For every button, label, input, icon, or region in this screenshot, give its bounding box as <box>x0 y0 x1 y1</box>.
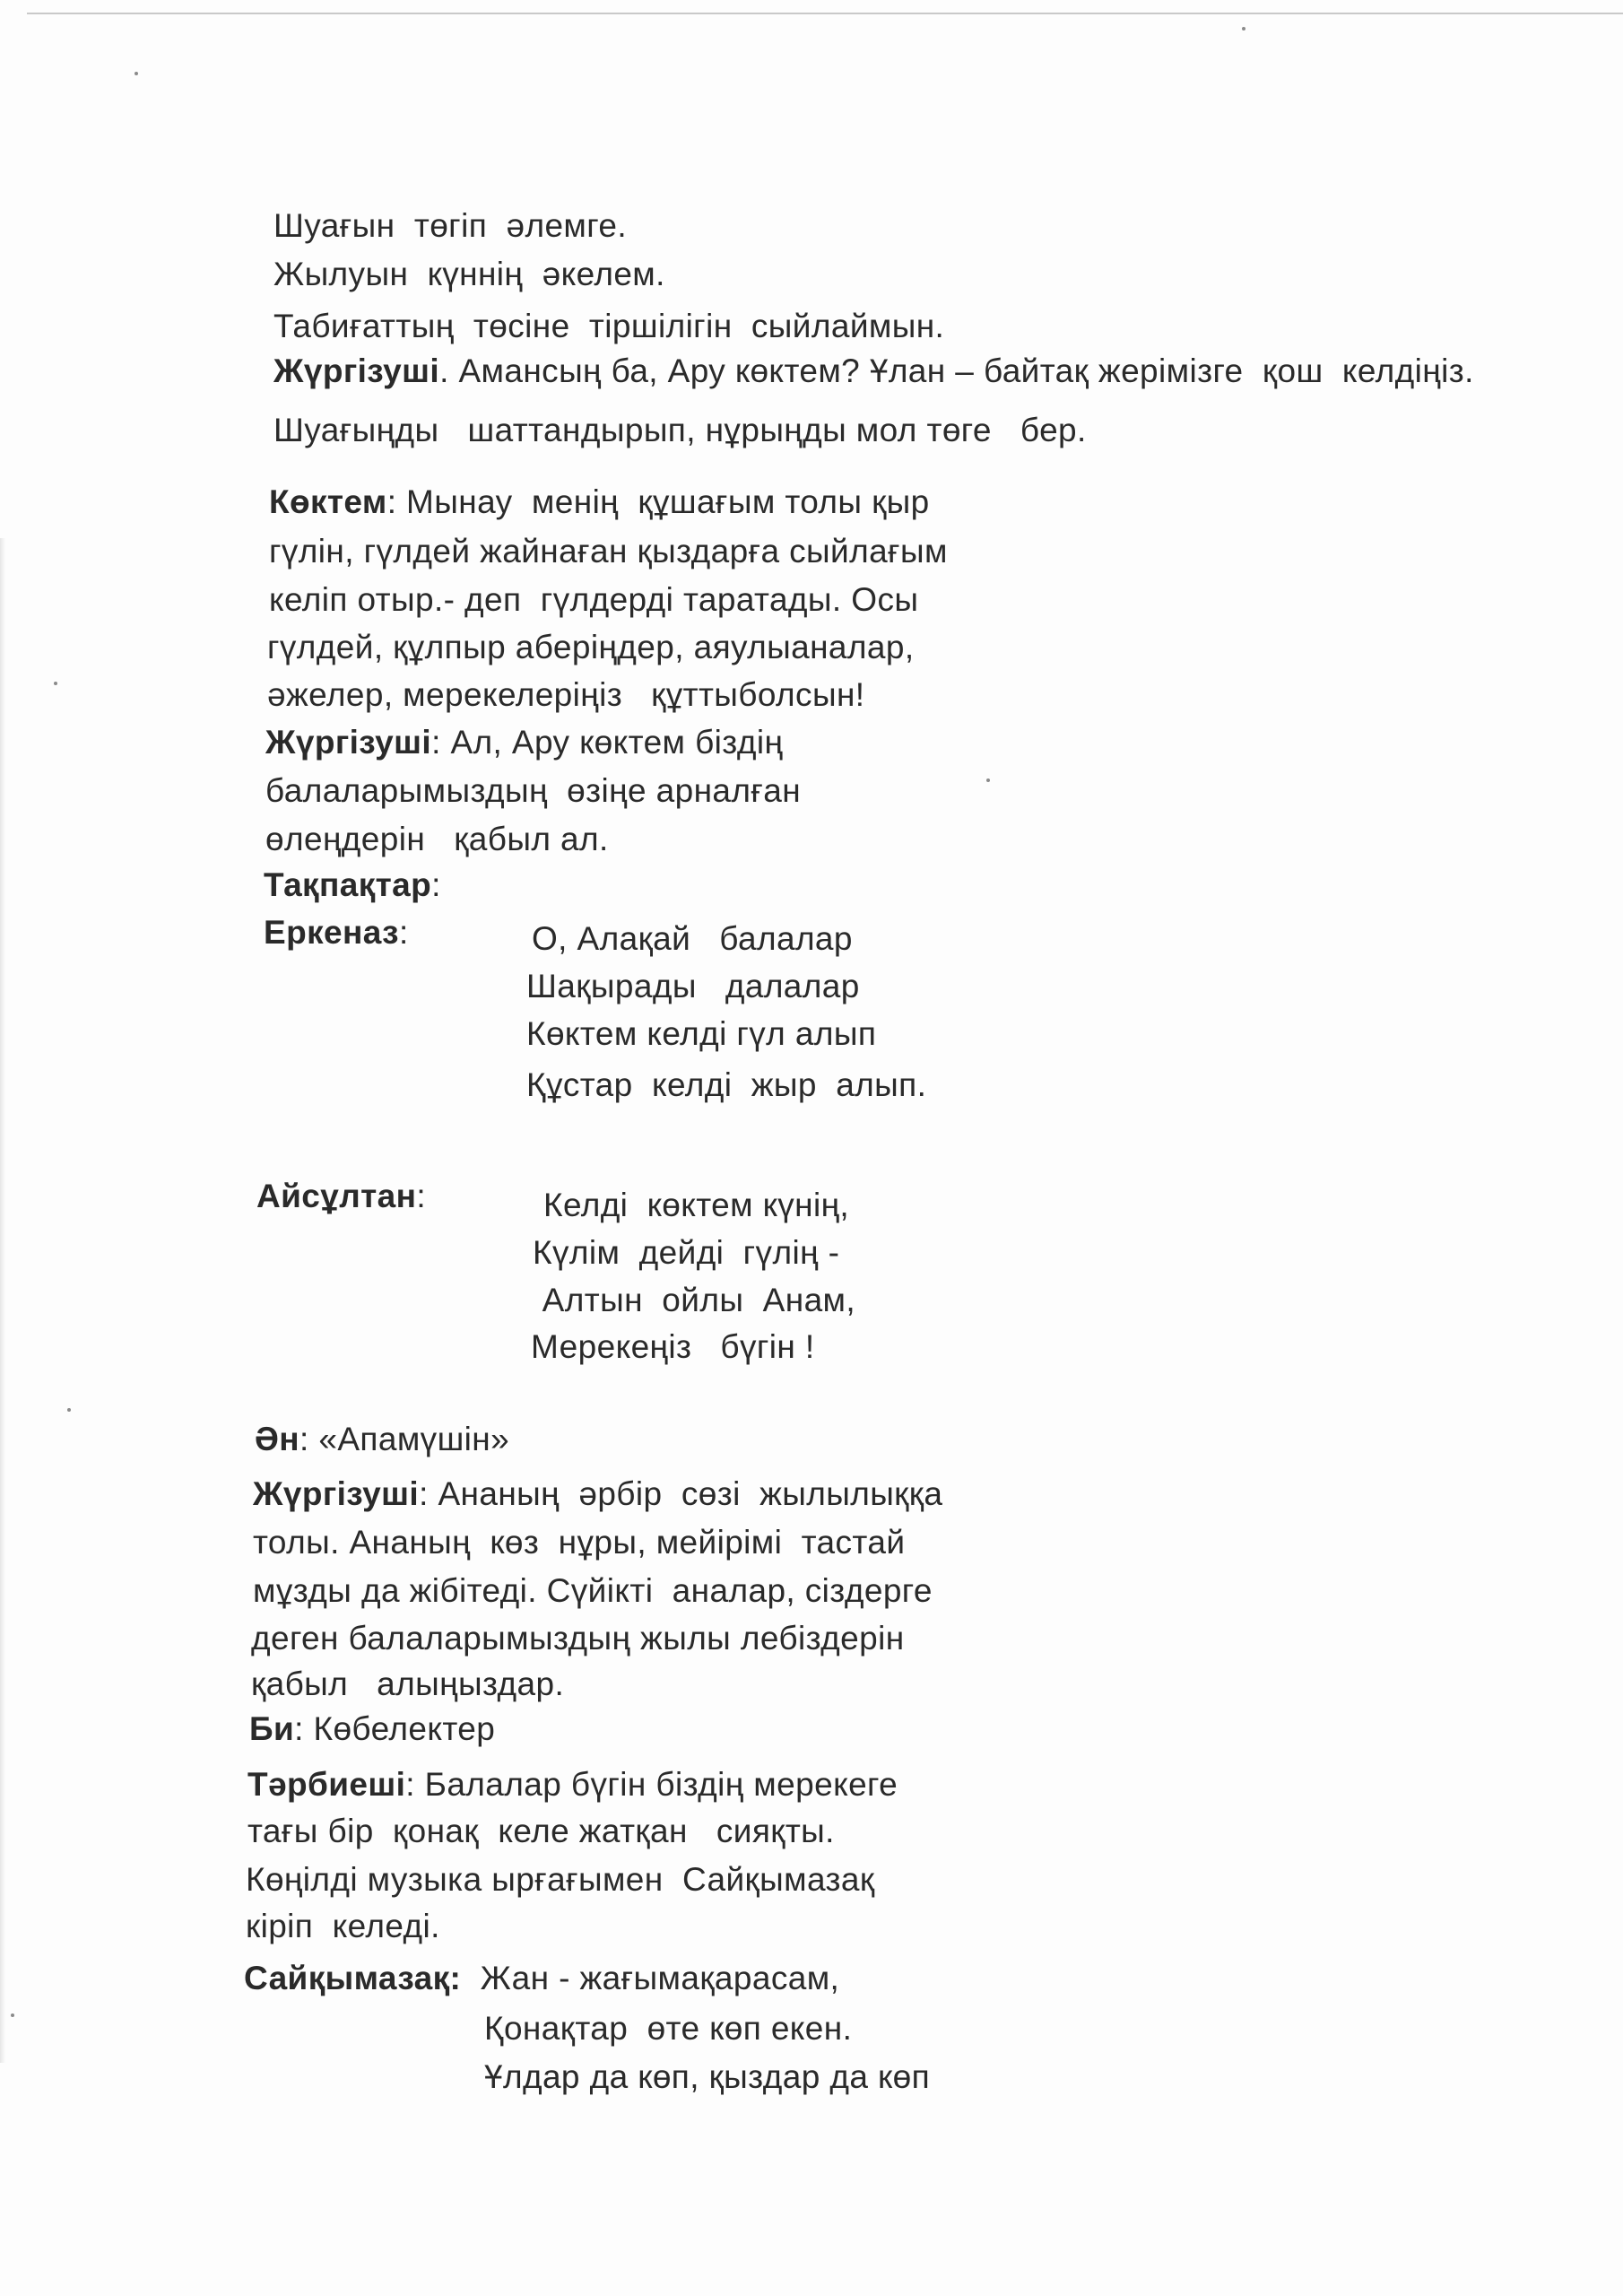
speaker-line <box>269 483 930 522</box>
text-line: қабыл алыңыздар. <box>251 1665 565 1702</box>
speaker-name: Сайқымазақ: <box>244 1960 462 1996</box>
speaker-name: Тәрбиеші <box>247 1766 406 1803</box>
verse-line: Келді көктем күнің, <box>543 1187 850 1223</box>
speaker-name: Көктем <box>269 483 387 520</box>
scan-top-edge <box>27 13 1623 14</box>
speaker-line <box>249 1709 495 1749</box>
text-line: Жылуын күннің әкелем. <box>273 256 665 292</box>
verse-line: Шақырады далалар <box>526 968 860 1004</box>
scan-speck <box>11 2013 14 2017</box>
text-line: Көңілді музыка ырғағымен Сайқымазақ <box>246 1861 875 1898</box>
speaker-name: Би <box>249 1710 295 1747</box>
verse-line: Ұлдар да көп, қыздар да көп <box>484 2058 931 2095</box>
verse-line: Мерекеңіз бүгін ! <box>531 1328 815 1365</box>
speaker-line <box>244 1959 839 1998</box>
text-line: деген балаларымыздың жылы лебіздерін <box>251 1620 905 1657</box>
speaker-text: : Мынау менің құшағым толы қыр <box>386 483 930 520</box>
scan-speck <box>54 682 57 685</box>
text-line: өлеңдерін қабыл ал. <box>265 821 609 857</box>
speaker-text: : <box>398 914 409 951</box>
scan-left-shadow <box>0 538 5 2063</box>
text-line: тағы бір қонақ келе жатқан сияқты. <box>247 1813 835 1849</box>
speaker-text: : «Апамүшін» <box>299 1421 510 1457</box>
speaker-line <box>255 1420 509 1459</box>
verse-line: Қонақтар өте көп екен. <box>484 2010 853 2047</box>
text-line: балаларымыздың өзіңе арналған <box>265 772 802 809</box>
verse-line: Құстар келді жыр алып. <box>526 1066 927 1103</box>
text-line: гүлдей, құлпыр аберіңдер, аяулыаналар, <box>267 629 915 665</box>
speaker-name: Айсұлтан <box>256 1178 417 1214</box>
text-line: Шуағын төгіп әлемге. <box>273 207 628 244</box>
text-line: Табиғаттың төсіне тіршілігін сыйлаймын. <box>273 308 945 344</box>
speaker-text: : Ананың әрбір сөзі жылылыққа <box>419 1475 943 1512</box>
speaker-line <box>247 1765 898 1805</box>
speaker-text: : Ал, Ару көктем біздің <box>431 724 784 761</box>
text-line: мұзды да жібітеді. Сүйікті аналар, сіздерге <box>253 1572 933 1609</box>
text-line: Шуағыңды шаттандырып, нұрыңды мол төге бер. <box>273 412 1087 448</box>
speaker-name: Жүргізуші <box>265 724 432 761</box>
speaker-line <box>256 1177 426 1216</box>
speaker-line <box>253 1474 942 1514</box>
speaker-name: Еркеназ <box>264 914 399 951</box>
text-line: гүлін, гүлдей жайнаған қыздарға сыйлағым <box>269 533 948 570</box>
speaker-line <box>264 913 409 952</box>
text-line: кіріп келеді. <box>246 1908 440 1944</box>
scan-speck <box>986 778 990 782</box>
speaker-text: . Амансың ба, Ару көктем? Ұлан – байтақ жерімізге қош келдіңіз. <box>439 352 1474 389</box>
text-line: әжелер, мерекелеріңіз құттыболсын! <box>267 676 865 713</box>
speaker-text: : Балалар бүгін біздің мерекеге <box>405 1766 898 1803</box>
verse-line: О, Алақай балалар <box>532 920 853 957</box>
scan-speck <box>135 72 138 75</box>
speaker-line <box>265 723 783 762</box>
verse-line: Алтын ойлы Анам, <box>533 1282 856 1318</box>
text-line: толы. Ананың көз нұры, мейірімі тастай <box>253 1524 906 1561</box>
speaker-line <box>273 352 1474 391</box>
scan-speck <box>1242 27 1245 30</box>
scan-speck <box>67 1408 71 1412</box>
speaker-line <box>264 865 441 905</box>
speaker-text: : <box>416 1178 427 1214</box>
speaker-name: Жүргізуші <box>273 352 440 389</box>
speaker-name: Жүргізуші <box>253 1475 420 1512</box>
speaker-text: Жан - жағымақарасам, <box>461 1960 840 1996</box>
speaker-text: : Көбелектер <box>294 1710 496 1747</box>
speaker-name: Тақпақтар <box>264 866 432 903</box>
speaker-name: Ән <box>255 1421 300 1457</box>
verse-line: Көктем келді гүл алып <box>526 1015 877 1052</box>
verse-line: Күлім дейді гүлің - <box>533 1234 840 1271</box>
speaker-text: : <box>431 866 441 903</box>
text-line: келіп отыр.- деп гүлдерді таратады. Осы <box>269 581 919 618</box>
